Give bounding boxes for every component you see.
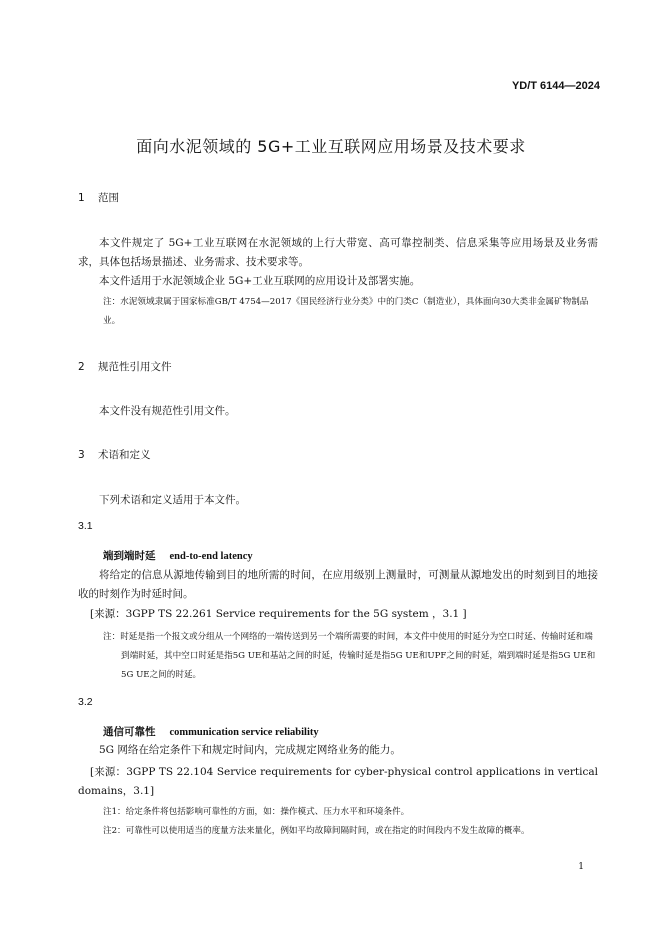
section-1-para-1: 本文件规定了 5G+工业互联网在水泥领域的上行大带宽、高可靠控制类、信息采集等应用场景及业务需求，具体包括场景描述、业务需求、技术要求等。: [78, 237, 598, 268]
standard-code: YD/T 6144—2024: [511, 80, 600, 92]
section-1-para-2: 本文件适用于水泥领域企业 5G+工业互联网的应用设计及部署实施。: [99, 275, 421, 287]
section-2-heading: [78, 359, 172, 374]
page-number: 1: [578, 862, 584, 872]
section-1-note: 注：水泥领域隶属于国家标准GB/T 4754—2017《国民经济行业分类》中的门类C（制造业），具体面向30大类非金属矿物制品业。: [103, 297, 589, 326]
term-3-1-number: 3.1: [78, 520, 93, 532]
section-3-para: 下列术语和定义适用于本文件。: [99, 494, 246, 506]
section-2-title: 规范性引用文件: [98, 361, 172, 373]
term-3-2-source: [来源：3GPP TS 22.104 Service requirements for cyber-physical control applications in vertical domains，3.1]: [78, 766, 598, 797]
section-1-heading: [78, 190, 119, 205]
section-3-heading: [78, 447, 151, 462]
term-3-1-definition: 将给定的信息从源地传输到目的地所需的时间，在应用级别上测量时，可测量从源地发出的时刻到目的地接收的时刻作为时延时间。: [78, 569, 598, 600]
section-3-title: 术语和定义: [98, 449, 151, 461]
term-3-2-number: 3.2: [78, 696, 93, 708]
term-3-2: [103, 724, 319, 739]
section-3-number: 3: [78, 449, 85, 461]
document-title: 面向水泥领域的 5G+工业互联网应用场景及技术要求: [136, 137, 526, 156]
section-2-number: 2: [78, 361, 85, 373]
term-3-1-zh: 端到端时延: [103, 550, 156, 562]
term-3-2-note-1: 注1：给定条件将包括影响可靠性的方面，如：操作模式、压力水平和环境条件。: [103, 807, 410, 817]
section-1-title: 范围: [98, 192, 119, 204]
term-3-2-note-2: 注2：可靠性可以使用适当的度量方法来量化，例如平均故障间隔时间，或在指定的时间段内不发生故障的概率。: [103, 826, 530, 836]
term-3-1-source: [来源：3GPP TS 22.261 Service requirements for the 5G system ，3.1 ]: [90, 608, 467, 620]
term-3-1: [103, 548, 253, 563]
section-1-number: 1: [78, 192, 85, 204]
term-3-2-definition: 5G 网络在给定条件下和规定时间内，完成规定网络业务的能力。: [99, 744, 401, 756]
term-3-2-zh: 通信可靠性: [103, 726, 156, 738]
section-2-para: 本文件没有规范性引用文件。: [99, 405, 236, 417]
term-3-2-en: communication service reliability: [169, 727, 319, 738]
term-3-1-note: 注：时延是指一个报文或分组从一个网络的一端传送到另一个端所需要的时间，本文件中使用的时延分为空口时延、传输时延和端到端时延，其中空口时延是指5G UE和基站之间的时延，传输时延是指5G UE和UPF之间的时延，端到端时延是指5G UE和5G UE之间的时延。: [103, 632, 596, 680]
term-3-1-en: end-to-end latency: [169, 551, 253, 562]
